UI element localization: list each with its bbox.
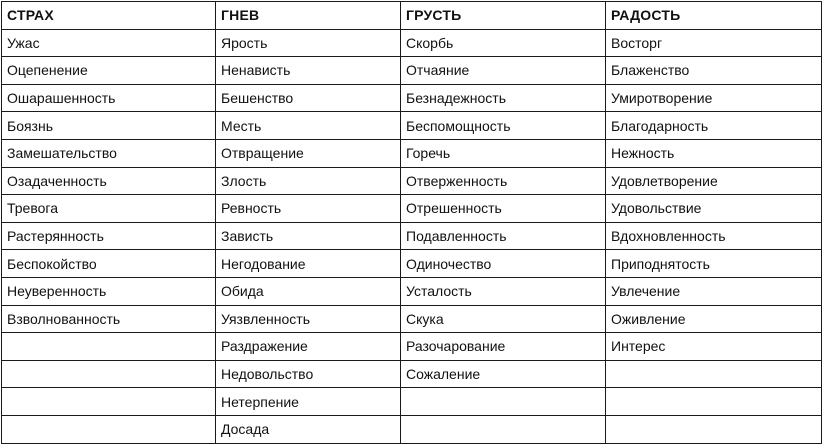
table-cell: Озадаченность	[2, 167, 216, 195]
table-cell: Отчаяние	[401, 57, 606, 85]
table-row	[2, 195, 822, 223]
table-row	[2, 250, 822, 278]
table-header	[2, 2, 822, 30]
table-cell: Восторг	[606, 29, 822, 57]
table-cell: Разочарование	[401, 333, 606, 361]
table-cell: Отверженность	[401, 167, 606, 195]
table-cell: Замешательство	[2, 139, 216, 167]
table-cell: Отвращение	[216, 139, 401, 167]
table-cell	[606, 415, 822, 443]
table-cell: Умиротворение	[606, 84, 822, 112]
table-cell: Ярость	[216, 29, 401, 57]
table-cell: Скука	[401, 305, 606, 333]
table-cell: Негодование	[216, 250, 401, 278]
table-row	[2, 222, 822, 250]
table-cell: Неуверенность	[2, 277, 216, 305]
table-row	[2, 167, 822, 195]
table-cell	[606, 388, 822, 416]
table-cell: Приподнятость	[606, 250, 822, 278]
table-cell: Обида	[216, 277, 401, 305]
table-row	[2, 388, 822, 416]
table-cell: Ненависть	[216, 57, 401, 85]
table-cell: Беспокойство	[2, 250, 216, 278]
table-cell: Отрешенность	[401, 195, 606, 223]
table-cell: Оцепенение	[2, 57, 216, 85]
table-cell: Интерес	[606, 333, 822, 361]
table-cell: Раздражение	[216, 333, 401, 361]
table-body	[2, 29, 822, 443]
table-cell: Скорбь	[401, 29, 606, 57]
table-row	[2, 277, 822, 305]
table-cell	[2, 333, 216, 361]
table-cell: Ревность	[216, 195, 401, 223]
table-cell: Вдохновленность	[606, 222, 822, 250]
table-cell: Удовольствие	[606, 195, 822, 223]
header-sadness: ГРУСТЬ	[401, 2, 606, 30]
table-cell: Тревога	[2, 195, 216, 223]
table-cell: Взволнованность	[2, 305, 216, 333]
table-cell: Безнадежность	[401, 84, 606, 112]
table-cell: Растерянность	[2, 222, 216, 250]
table-row	[2, 139, 822, 167]
table-cell: Сожаление	[401, 360, 606, 388]
table-cell: Боязнь	[2, 112, 216, 140]
table-cell: Горечь	[401, 139, 606, 167]
table-cell	[2, 415, 216, 443]
table-cell: Месть	[216, 112, 401, 140]
table-cell	[401, 415, 606, 443]
table-row	[2, 57, 822, 85]
table-cell: Удовлетворение	[606, 167, 822, 195]
table-cell: Оживление	[606, 305, 822, 333]
header-joy: РАДОСТЬ	[606, 2, 822, 30]
table-cell: Злость	[216, 167, 401, 195]
emotions-table	[1, 1, 822, 444]
table-cell: Нетерпение	[216, 388, 401, 416]
table-cell: Одиночество	[401, 250, 606, 278]
table-cell: Досада	[216, 415, 401, 443]
table-row	[2, 305, 822, 333]
table-row	[2, 333, 822, 361]
table-cell: Ошарашенность	[2, 84, 216, 112]
table-row	[2, 112, 822, 140]
table-row	[2, 415, 822, 443]
table-cell: Бешенство	[216, 84, 401, 112]
table-cell: Зависть	[216, 222, 401, 250]
header-anger: ГНЕВ	[216, 2, 401, 30]
header-row	[2, 2, 822, 30]
table-cell: Ужас	[2, 29, 216, 57]
table-row	[2, 84, 822, 112]
table-cell	[2, 360, 216, 388]
table-cell: Недовольство	[216, 360, 401, 388]
table-cell	[401, 388, 606, 416]
table-row	[2, 29, 822, 57]
table-cell	[606, 360, 822, 388]
table-cell: Блаженство	[606, 57, 822, 85]
table-cell: Уязвленность	[216, 305, 401, 333]
table-cell: Подавленность	[401, 222, 606, 250]
table-cell: Беспомощность	[401, 112, 606, 140]
table-cell: Увлечение	[606, 277, 822, 305]
table-cell	[2, 388, 216, 416]
table-row	[2, 360, 822, 388]
table-cell: Усталость	[401, 277, 606, 305]
table-cell: Нежность	[606, 139, 822, 167]
table-cell: Благодарность	[606, 112, 822, 140]
header-fear: СТРАХ	[2, 2, 216, 30]
